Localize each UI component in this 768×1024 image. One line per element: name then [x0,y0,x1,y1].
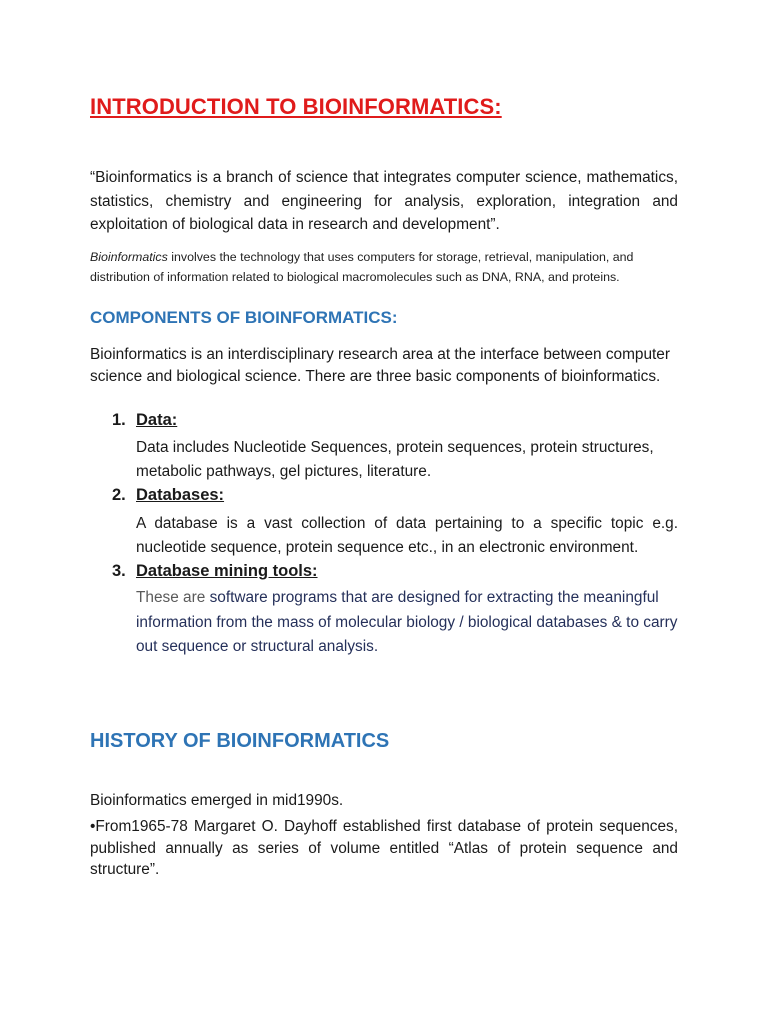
item-label: Databases: [136,486,225,504]
component-item-data-heading [112,411,177,430]
history-paragraph-1: Bioinformatics emerged in mid1990s. [90,792,344,809]
item-text: software programs that are designed for extracting the meaningful information from the mass of molecular biology / biological databases & to carry out sequence or structural analysis. [136,589,678,655]
components-heading: COMPONENTS OF BIOINFORMATICS: [90,308,398,327]
intro-text: involves the technology that uses computers for storage, retrieval, manipulation, and distribution of information related to biological macromolecules such as DNA, RNA, and proteins. [90,250,634,284]
component-item-data-text: Data includes Nucleotide Sequences, protein sequences, protein structures, metabolic pathways, gel pictures, literature. [136,439,654,480]
history-heading: HISTORY OF BIOINFORMATICS [90,730,390,752]
item-number: 2. [112,486,126,504]
item-label: Database mining tools: [136,562,318,580]
component-item-databases-heading [112,486,224,505]
definition-quote: “Bioinformatics is a branch of science that integrates computer science, mathematics, statistics, chemistry and engineering for analysis, exploration, integration and exploitation of biological data in research and development”. [90,169,678,233]
component-item-mining-tools-text [136,586,678,660]
intro-paragraph [90,248,678,287]
page-title: INTRODUCTION TO BIOINFORMATICS: [90,94,502,119]
components-intro: Bioinformatics is an interdisciplinary research area at the interface between computer science and biological science. There are three basic components of bioinformatics. [90,346,670,385]
item-label: Data: [136,411,178,429]
history-paragraph-2: •From1965-78 Margaret O. Dayhoff established first database of protein sequences, published annually as series of volume entitled “Atlas of protein sequence and structure”. [90,818,678,878]
item-text-lead: These are [136,589,210,606]
item-number: 1. [112,411,126,429]
component-item-mining-tools-heading [112,562,318,581]
item-number: 3. [112,562,126,580]
component-item-databases-text: A database is a vast collection of data pertaining to a specific topic e.g. nucleotide sequence, protein sequence etc., in an electronic environment. [136,515,678,556]
intro-term: Bioinformatics [90,250,168,264]
